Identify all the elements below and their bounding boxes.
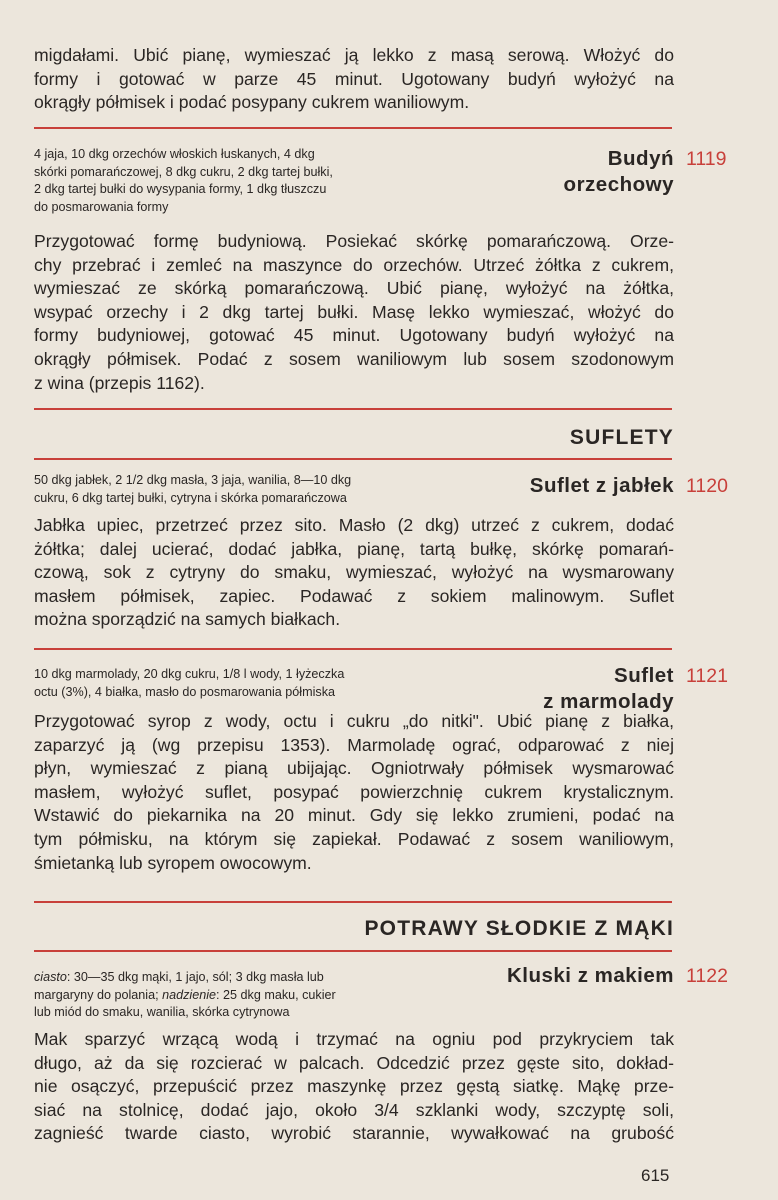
divider-rule xyxy=(34,648,672,650)
divider-rule xyxy=(34,950,672,952)
page-number: 615 xyxy=(641,1166,670,1185)
recipe-1122-number: 1122 xyxy=(686,965,728,987)
recipe-1119-method: Przygotować formę budyniową. Posiekać skórkę pomarańczową. Orze- chy przebrać i zemleć na maszynce do orzechów. Utrzeć żółtka z cukrem, wymieszać ze skórką pomarańczową. Ubić pianę, wyłożyć na żółtka, wsypać orzechy i 2 dkg tartej bułki. Masę lekko wymieszać, włożyć do formy budyniowej, gotować 45 minut. Ugotowany budyń wyłożyć na okrągły półmisek. Podać z sosem waniliowym lub sosem szodonowym z wina (przepis 1162). xyxy=(34,231,674,393)
divider-rule xyxy=(34,901,672,903)
section-heading-suflety: SUFLETY xyxy=(569,426,674,449)
recipe-1119-number: 1119 xyxy=(686,148,727,170)
section-heading-potrawy: POTRAWY SŁODKIE Z MĄKI xyxy=(364,917,674,940)
recipe-1121-number: 1121 xyxy=(686,665,728,687)
recipe-1120-method: Jabłka upiec, przetrzeć przez sito. Masło (2 dkg) utrzeć z cukrem, dodać żółtka; dalej ucierać, dodać jabłka, pianę, tartą bułkę, skórkę pomarań- czową, sok z cytryny do smaku, wymieszać, wyłożyć na wysmarowany masłem półmisek, zapiec. Podawać z sokiem malinowym. Suflet można sporządzić na samych białkach. xyxy=(34,515,674,630)
divider-rule xyxy=(34,458,672,460)
divider-rule xyxy=(34,408,672,410)
recipe-1119-ingredients: 4 jaja, 10 dkg orzechów włoskich łuskanych, 4 dkg skórki pomarańczowej, 8 dkg cukru, 2 dkg tartej bułki, 2 dkg tartej bułki do wysypania formy, 1 dkg tłuszczu do posmarowania formy xyxy=(34,147,333,214)
recipe-1120-number: 1120 xyxy=(686,475,728,497)
recipe-1120-ingredients: 50 dkg jabłek, 2 1/2 dkg masła, 3 jaja, wanilia, 8—10 dkg cukru, 6 dkg tartej bułki, cytryna i skórka pomarańczowa xyxy=(34,473,352,505)
recipe-1122-title: Kluski z makiem xyxy=(506,964,674,987)
recipe-1122-ingredients: ciasto: 30—35 dkg mąki, 1 jajo, sól; 3 dkg masła lub margaryny do polania; nadzienie: 25 dkg maku, cukier lub miód do smaku, wanilia, skórka cytrynowa xyxy=(34,970,336,1019)
recipe-1120-title: Suflet z jabłek xyxy=(529,474,674,497)
recipe-1121-ingredients: 10 dkg marmolady, 20 dkg cukru, 1/8 l wody, 1 łyżeczka octu (3%), 4 białka, masło do posmarowania półmiska xyxy=(34,667,345,699)
divider-rule xyxy=(34,127,672,129)
continued-paragraph: migdałami. Ubić pianę, wymieszać ją lekko z masą serową. Włożyć do formy i gotować w parze 45 minut. Ugotowany budyń wyłożyć na okrągły półmisek i podać posypany cukrem waniliowym. xyxy=(34,45,674,113)
recipe-1121-method: Przygotować syrop z wody, octu i cukru „do nitki". Ubić pianę z białka, zaparzyć ją (wg przepisu 1353). Marmoladę ograć, odparować z niej płyn, wymieszać z pianą ubijając. Ogniotrwały półmisek wysmarować masłem, wyłożyć suflet, posypać powierzchnię cukrem krystalicznym. Wstawić do piekarnika na 20 minut. Gdy się lekko zrumieni, podać na tym półmisku, na którym się zapiekał. Podawać z sosem waniliowym, śmietanką lub syropem owocowym. xyxy=(34,711,674,873)
recipe-1119-title: Budyń orzechowy xyxy=(563,147,674,196)
recipe-1121-title: Suflet z marmolady xyxy=(543,664,674,713)
recipe-1122-method: Mak sparzyć wrzącą wodą i trzymać na ogniu pod przykryciem tak długo, aż da się rozcierać w palcach. Odcedzić przez gęste sito, dokład- nie osączyć, przepuścić przez maszynkę przez gęstą siatkę. Mąkę prze- siać na stolnicę, dodać jajo, około 3/4 szklanki wody, szczyptę soli, zagnieść twarde ciasto, wyrobić starannie, wywałkować na grubość xyxy=(34,1029,674,1144)
